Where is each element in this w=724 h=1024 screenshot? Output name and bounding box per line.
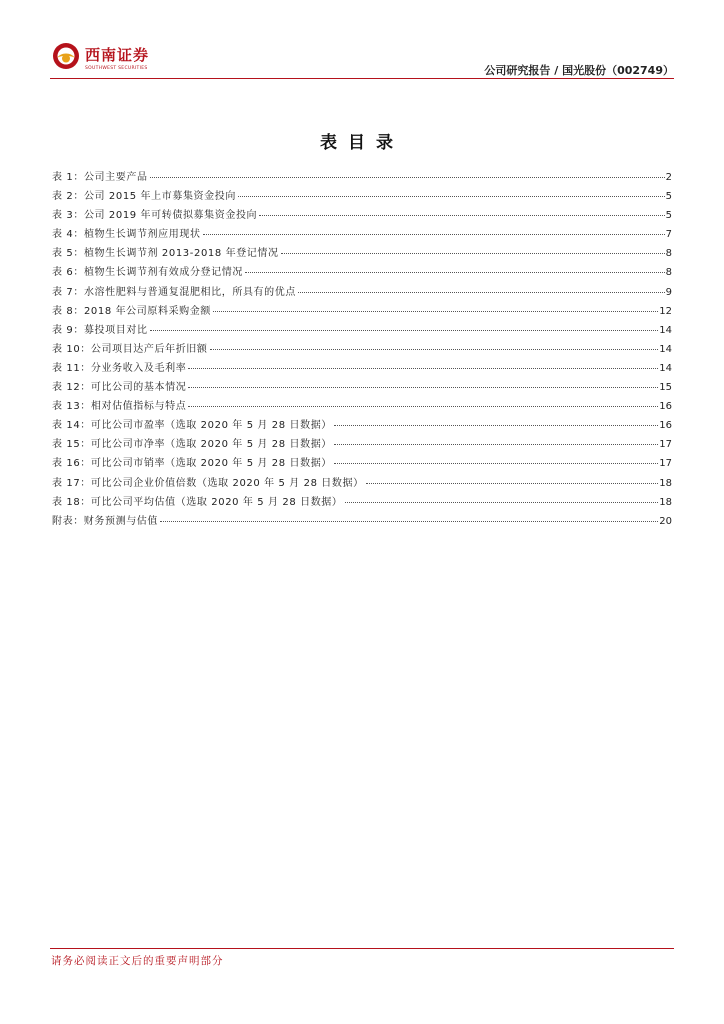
toc-entry-page: 14 [659, 343, 672, 355]
toc-dot-leader [213, 311, 658, 312]
toc-entry[interactable] [52, 263, 672, 282]
toc-dot-leader [203, 234, 665, 235]
toc-dot-leader [150, 330, 659, 331]
report-title: 公司研究报告 / 国光股份（002749） [484, 64, 674, 77]
toc-entry-page: 17 [659, 458, 672, 470]
toc-entry-title: 表 10：公司项目达产后年折旧额 [52, 343, 208, 355]
toc-entry[interactable] [52, 283, 672, 302]
toc-dot-leader [334, 463, 658, 464]
toc-entry-page: 9 [665, 286, 672, 298]
toc-dot-leader [150, 177, 665, 178]
toc-dot-leader [334, 425, 658, 426]
toc-entry-title: 表 5：植物生长调节剂 2013-2018 年登记情况 [52, 248, 279, 260]
toc-dot-leader [366, 483, 659, 484]
toc-entry-page: 18 [659, 496, 672, 508]
toc-dot-leader [281, 253, 665, 254]
disclaimer-note: 请务必阅读正文后的重要声明部分 [51, 955, 224, 967]
toc-dot-leader [188, 368, 658, 369]
toc-entry[interactable] [52, 321, 672, 340]
toc-entry[interactable] [52, 378, 672, 397]
toc-dot-leader [188, 406, 658, 407]
toc-entry[interactable] [52, 187, 672, 206]
toc-entry[interactable] [52, 474, 672, 493]
toc-entry-title: 表 1：公司主要产品 [52, 172, 148, 183]
toc-dot-leader [238, 196, 665, 197]
toc-entry-page: 16 [659, 420, 672, 432]
toc-entry-page: 5 [665, 210, 672, 222]
toc-entry[interactable] [52, 512, 672, 531]
toc-entry-page: 7 [665, 229, 672, 241]
toc-entry[interactable] [52, 493, 672, 512]
toc-entry-page: 14 [659, 362, 672, 374]
toc-dot-leader [259, 215, 664, 216]
toc-entry[interactable] [52, 302, 672, 321]
toc-dot-leader [334, 444, 658, 445]
toc-entry-title: 附表：财务预测与估值 [52, 515, 158, 527]
company-logo [52, 42, 172, 76]
toc-entry[interactable] [52, 359, 672, 378]
toc-entry[interactable] [52, 397, 672, 416]
toc-entry-title: 表 16：可比公司市销率（选取 2020 年 5 月 28 日数据） [52, 458, 332, 470]
toc-entry-page: 15 [659, 382, 672, 394]
toc-heading: 表目录 [320, 133, 404, 153]
toc-entry-title: 表 7：水溶性肥料与普通复混肥相比，所具有的优点 [52, 286, 296, 298]
toc-dot-leader [245, 272, 665, 273]
toc-entry[interactable] [52, 225, 672, 244]
toc-entry-page: 12 [659, 305, 672, 317]
toc-entry[interactable] [52, 206, 672, 225]
toc-entry-page: 16 [659, 401, 672, 413]
header-divider [50, 78, 674, 79]
toc-entry-page: 2 [665, 172, 672, 183]
toc-dot-leader [345, 502, 659, 503]
toc-entry-title: 表 4：植物生长调节剂应用现状 [52, 229, 201, 241]
toc-entry-title: 表 15：可比公司市净率（选取 2020 年 5 月 28 日数据） [52, 439, 332, 451]
toc-dot-leader [210, 349, 659, 350]
toc-entry-title: 表 3：公司 2019 年可转债拟募集资金投向 [52, 210, 258, 222]
toc-entry-title: 表 9：募投项目对比 [52, 324, 148, 336]
table-of-tables [52, 168, 672, 531]
toc-entry[interactable] [52, 244, 672, 263]
toc-entry-title: 表 13：相对估值指标与特点 [52, 401, 187, 413]
logo-english-name: SOUTHWEST SECURITIES [85, 66, 148, 71]
toc-dot-leader [298, 292, 665, 293]
logo-chinese-name: 西南证券 [85, 46, 150, 64]
toc-entry-title: 表 2：公司 2015 年上市募集资金投向 [52, 191, 236, 203]
southwest-securities-logo-icon [52, 42, 80, 70]
toc-entry-page: 8 [665, 248, 672, 260]
toc-entry-page: 8 [665, 267, 672, 279]
page-header [50, 40, 674, 80]
toc-entry-page: 5 [665, 191, 672, 203]
toc-entry[interactable] [52, 454, 672, 473]
toc-entry[interactable] [52, 416, 672, 435]
toc-entry-title: 表 6：植物生长调节剂有效成分登记情况 [52, 267, 243, 279]
toc-entry-title: 表 18：可比公司平均估值（选取 2020 年 5 月 28 日数据） [52, 496, 343, 508]
toc-entry[interactable] [52, 435, 672, 454]
toc-entry[interactable] [52, 340, 672, 359]
toc-entry-title: 表 17：可比公司企业价值倍数（选取 2020 年 5 月 28 日数据） [52, 477, 364, 489]
toc-entry-title: 表 14：可比公司市盈率（选取 2020 年 5 月 28 日数据） [52, 420, 332, 432]
toc-entry-title: 表 12：可比公司的基本情况 [52, 382, 187, 394]
toc-entry-page: 14 [659, 324, 672, 336]
toc-entry-page: 18 [659, 477, 672, 489]
toc-entry-title: 表 8：2018 年公司原料采购金额 [52, 305, 211, 317]
toc-dot-leader [188, 387, 658, 388]
toc-entry[interactable] [52, 168, 672, 187]
toc-entry-title: 表 11：分业务收入及毛利率 [52, 362, 187, 374]
toc-entry-page: 17 [659, 439, 672, 451]
toc-entry-page: 20 [659, 515, 672, 527]
footer-divider [50, 948, 674, 949]
toc-dot-leader [160, 521, 658, 522]
